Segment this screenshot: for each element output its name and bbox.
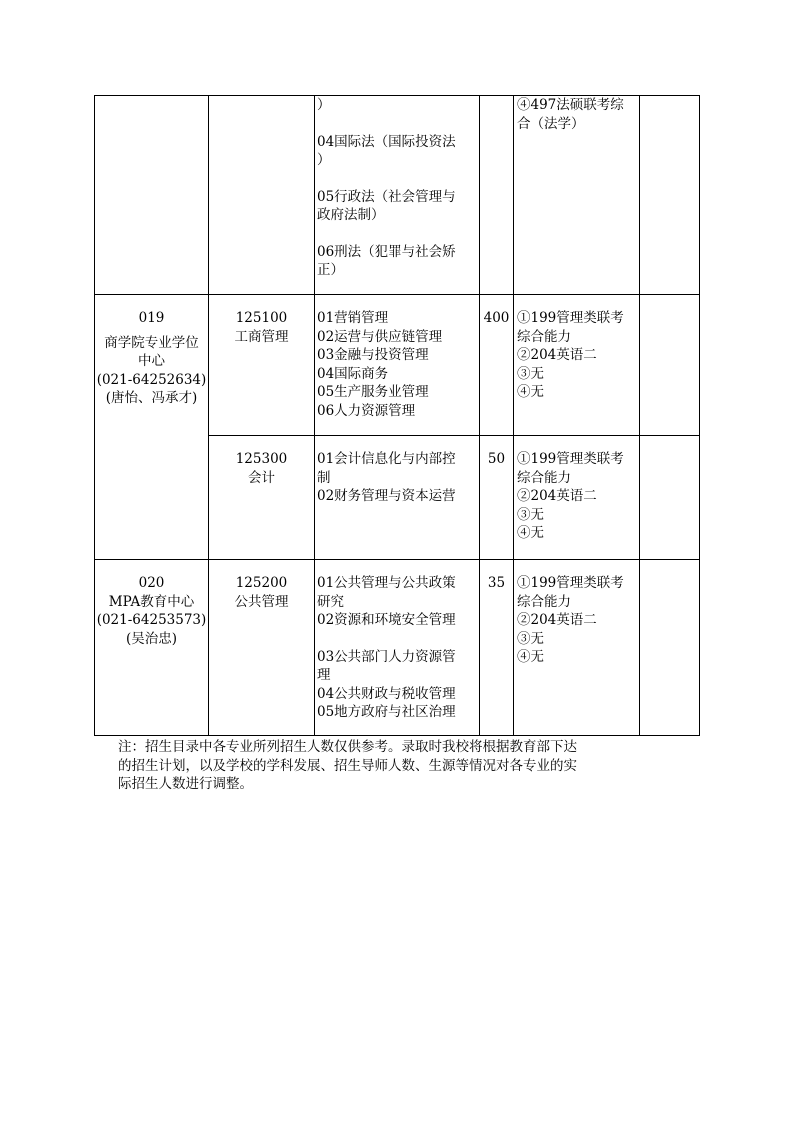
exam-line: ①199管理类联考 xyxy=(517,310,624,326)
unit-cell xyxy=(95,96,209,295)
unit-phone: (021-64252634) xyxy=(96,371,207,388)
admissions-catalog-table xyxy=(94,95,700,736)
enrollment-count-cell: 400 xyxy=(480,295,514,436)
remarks-cell xyxy=(640,96,700,295)
direction-line: 02运营与供应链管理 xyxy=(317,328,443,345)
direction-line: 03公共部门人力资源管 xyxy=(317,648,456,665)
unit-cell xyxy=(95,560,209,736)
research-directions-cell xyxy=(315,560,480,736)
unit-contacts: (吴治忠) xyxy=(125,630,178,647)
remarks-cell xyxy=(640,560,700,736)
exam-line: ④无 xyxy=(517,525,544,541)
direction-line: ） xyxy=(317,152,331,168)
exam-subjects-cell xyxy=(514,436,640,560)
exam-line: ①199管理类联考 xyxy=(517,451,624,467)
direction-line: 03金融与投资管理 xyxy=(317,347,429,363)
major-name: 公共管理 xyxy=(234,593,289,610)
exam-line: ④无 xyxy=(517,384,544,400)
direction-line: 正） xyxy=(317,262,344,278)
footnote-line: 际招生人数进行调整。 xyxy=(118,776,253,792)
exam-line: 综合能力 xyxy=(517,469,571,486)
direction-line: 06人力资源管理 xyxy=(317,402,416,419)
exam-line: 综合能力 xyxy=(517,593,571,610)
direction-line: 04国际法（国际投资法 xyxy=(317,133,456,150)
direction-line: 04公共财政与税收管理 xyxy=(317,685,456,702)
exam-line: 合（法学） xyxy=(517,115,585,132)
major-cell xyxy=(209,96,315,295)
major-cell xyxy=(209,295,315,436)
table-row-125100 xyxy=(95,295,700,436)
direction-line: 04国际商务 xyxy=(317,365,389,382)
unit-code: 020 xyxy=(138,575,165,591)
exam-subjects-cell xyxy=(514,96,640,295)
direction-line: 研究 xyxy=(317,593,344,610)
footnote-line: 的招生计划，以及学校的学科发展、招生导师人数、生源等情况对各专业的实 xyxy=(118,757,577,774)
direction-line: 政府法制） xyxy=(317,207,385,223)
exam-line: ③无 xyxy=(517,365,544,382)
direction-line: 05行政法（社会管理与 xyxy=(317,188,456,205)
direction-line: ） xyxy=(317,97,331,113)
exam-line: ②204英语二 xyxy=(517,612,597,628)
direction-line: 01会计信息化与内部控 xyxy=(317,451,456,467)
exam-line: ②204英语二 xyxy=(517,488,597,504)
enrollment-count-cell xyxy=(480,96,514,295)
direction-line: 制 xyxy=(317,469,331,486)
unit-cell xyxy=(95,295,209,560)
exam-line: ④497法硕联考综 xyxy=(517,97,624,113)
exam-line: 综合能力 xyxy=(517,328,571,345)
exam-line: ①199管理类联考 xyxy=(517,575,624,591)
direction-line: 02资源和环境安全管理 xyxy=(317,612,456,628)
exam-line: ②204英语二 xyxy=(517,347,597,363)
exam-line: ④无 xyxy=(517,649,544,665)
exam-line: ③无 xyxy=(517,506,544,523)
remarks-cell xyxy=(640,295,700,436)
major-name: 工商管理 xyxy=(234,328,289,345)
enrollment-count-cell: 50 xyxy=(480,436,514,560)
table-row-law-continued xyxy=(95,96,700,295)
unit-contacts: (唐怡、冯承才) xyxy=(105,390,198,406)
major-code: 125300 xyxy=(235,451,288,467)
direction-line: 06刑法（犯罪与社会矫 xyxy=(317,243,456,260)
direction-line: 理 xyxy=(317,667,331,683)
enrollment-count-cell: 35 xyxy=(480,560,514,736)
remarks-cell xyxy=(640,436,700,560)
exam-subjects-cell xyxy=(514,295,640,436)
major-cell xyxy=(209,436,315,560)
major-code: 125100 xyxy=(235,310,288,326)
unit-phone: (021-64253573) xyxy=(96,612,207,628)
footnote xyxy=(118,738,678,794)
unit-name: 中心 xyxy=(138,353,165,369)
unit-name: MPA教育中心 xyxy=(108,593,195,610)
direction-line: 02财务管理与资本运营 xyxy=(317,488,456,504)
direction-line: 05地方政府与社区治理 xyxy=(317,704,456,720)
research-directions-cell xyxy=(315,96,480,295)
major-name: 会计 xyxy=(248,469,275,486)
major-cell xyxy=(209,560,315,736)
direction-line: 01营销管理 xyxy=(317,310,389,326)
exam-line: ③无 xyxy=(517,630,544,647)
major-code: 125200 xyxy=(235,575,288,591)
footnote-line: 注：招生目录中各专业所列招生人数仅供参考。录取时我校将根据教育部下达 xyxy=(118,739,577,755)
direction-line: 05生产服务业管理 xyxy=(317,384,429,400)
table-row-125200 xyxy=(95,560,700,736)
research-directions-cell xyxy=(315,436,480,560)
exam-subjects-cell xyxy=(514,560,640,736)
unit-code: 019 xyxy=(138,310,165,326)
research-directions-cell xyxy=(315,295,480,436)
unit-name: 商学院专业学位 xyxy=(104,334,199,351)
direction-line: 01公共管理与公共政策 xyxy=(317,575,456,591)
